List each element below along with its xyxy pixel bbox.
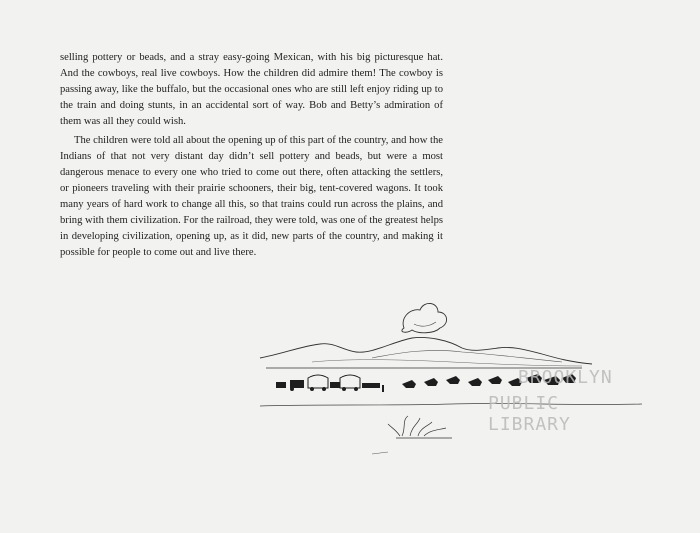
- paragraph-1: selling pottery or beads, and a stray easy-going Mexican, with his big picturesque hat. And the cowboys, real live cowboys. How the children did admire them! The cowboy is passing away, like the buffalo, but the occasional ones who are still left enjoy riding up to the train and doing stunts, in an accidental sort of way. Bob and Betty’s admiration of them was all they could wish.: [60, 52, 443, 127]
- cloud-shape: [402, 303, 447, 332]
- sagebrush: [388, 416, 452, 438]
- library-stamp: [488, 365, 648, 435]
- wagon-train: [276, 375, 384, 392]
- stamp-line-1: BROOKLYN: [518, 367, 613, 388]
- stamp-line-2: PUBLIC LIBRARY: [488, 393, 571, 435]
- page-text: [60, 50, 443, 261]
- paragraph-2: The children were told all about the opening up of this part of the country, and how the Indians of that not very distant day didn’t sell pottery and beads, but were a most dangerous menace to every one who tried to come out there, often attacking the settlers, or pioneers traveling with their prairie schooners, their big, tent-covered wagons. It took many years of hard work to change all this, so that trains could run across the plains, and bring with them civilization. For the railroad, they were told, was one of the greatest helps in developing civilization, opening up, as it did, new parts of the country, and making it possible for people to come out and live there.: [60, 135, 443, 258]
